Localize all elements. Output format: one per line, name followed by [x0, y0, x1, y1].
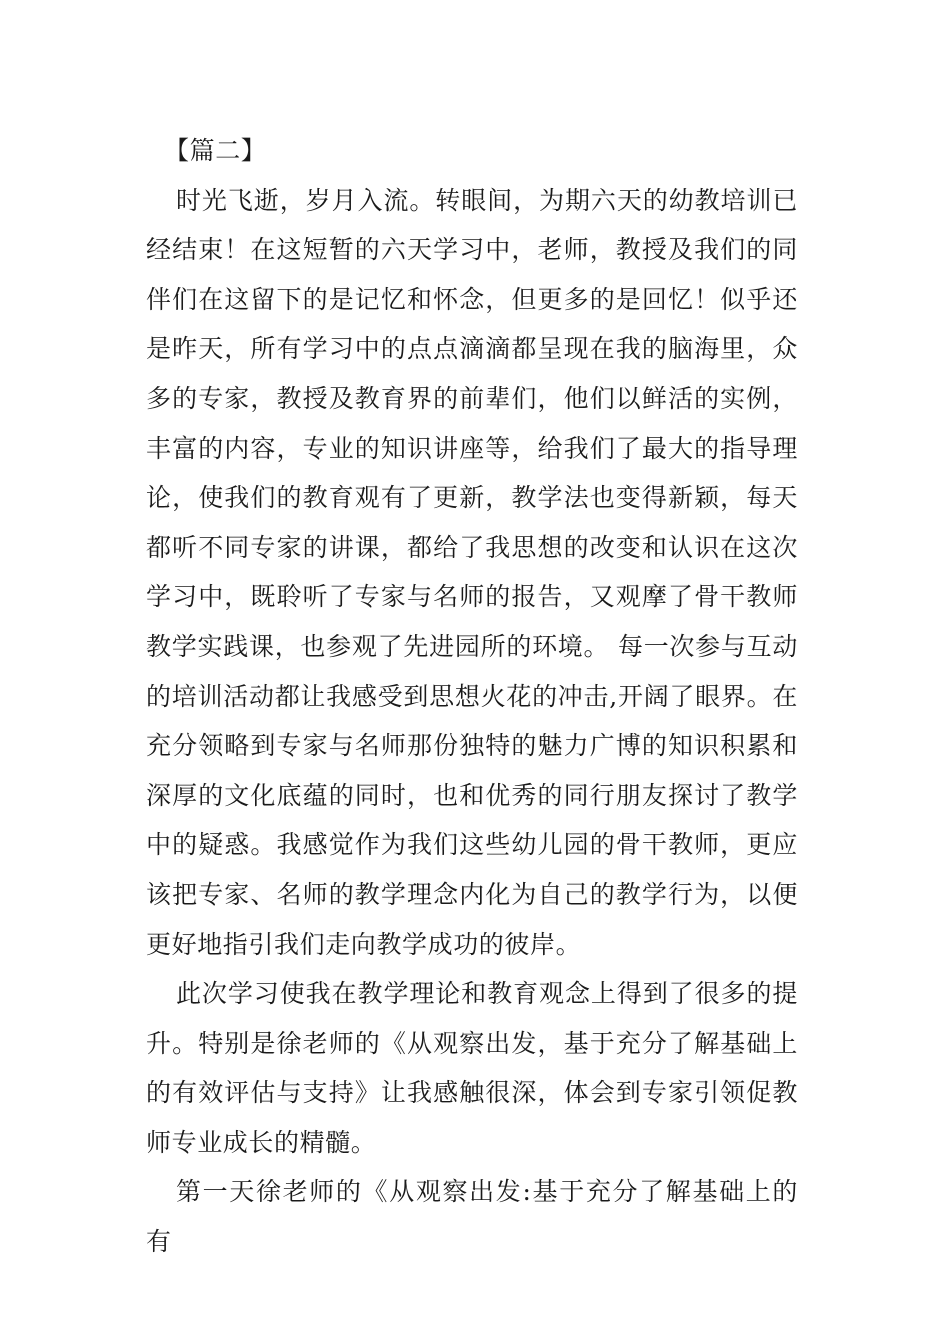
- paragraph-3: 第一天徐老师的《从观察出发:基于充分了解基础上的有: [146, 1177, 798, 1257]
- paragraph-2: 此次学习使我在教学理论和教育观念上得到了很多的提升。特别是徐老师的《从观察出发，基于充分了解基础上的有效评估与支持》让我感触很深，体会到专家引领促教师专业成长的精髓。: [146, 979, 798, 1157]
- paragraph-1: 时光飞逝，岁月入流。转眼间，为期六天的幼教培训已经结束！在这短暂的六天学习中，老师，教授及我们的同伴们在这留下的是记忆和怀念，但更多的是回忆！似乎还是昨天，所有学习中的点点滴滴都呈现在我的脑海里，众多的专家，教授及教育界的前辈们，他们以鲜活的实例，丰富的内容，专业的知识讲座等，给我们了最大的指导理论，使我们的教育观有了更新，教学法也变得新颖，每天都听不同专家的讲课，都给了我思想的改变和认识在这次学习中，既聆听了专家与名师的报告，又观摩了骨干教师教学实践课，也参观了先进园所的环境。 每一次参与互动的培训活动都让我感受到思想火花的冲击,开阔了眼界。在充分领略到专家与名师那份独特的魅力广博的知识积累和深厚的文化底蕴的同时，也和优秀的同行朋友探讨了教学中的疑惑。我感觉作为我们这些幼儿园的骨干教师，更应该把专家、名师的教学理念内化为自己的教学行为，以便更好地指引我们走向教学成功的彼岸。: [146, 185, 798, 959]
- document-body: [146, 126, 798, 1267]
- section-heading: 【篇二】: [164, 136, 267, 165]
